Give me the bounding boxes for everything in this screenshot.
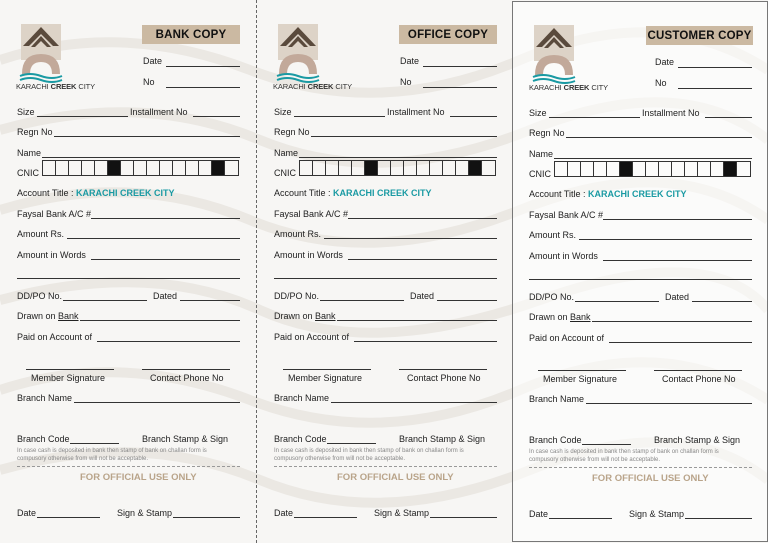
cash-deposit-note: In case cash is deposited in bank then stamp of bank on challan form is compusory otherwise from will not be acceptable. (274, 448, 464, 462)
name-label: Name (274, 148, 299, 158)
branch-name-field[interactable] (331, 402, 497, 403)
regn-no-field[interactable] (311, 136, 497, 137)
size-label: Size (274, 107, 292, 117)
paid-on-account-of-label: Paid on Account of (17, 332, 93, 342)
copy-title-badge: BANK COPY (142, 25, 240, 44)
footer-date-label: Date (529, 509, 549, 519)
branch-name-field[interactable] (586, 403, 752, 404)
installment-no-label: Installment No (130, 107, 188, 117)
contact-phone-label: Contact Phone No (662, 374, 736, 384)
no-field[interactable] (423, 87, 497, 88)
drawn-on-bank-field[interactable] (337, 320, 497, 321)
no-label: No (655, 78, 667, 88)
branch-stamp-sign-label: Branch Stamp & Sign (399, 434, 486, 444)
contact-phone-label: Contact Phone No (150, 373, 224, 383)
account-title: Account Title : KARACHI CREEK CITY (529, 189, 687, 199)
dated-label: Dated (410, 291, 435, 301)
sign-stamp-label: Sign & Stamp (374, 508, 430, 518)
official-divider (529, 467, 752, 468)
regn-no-field[interactable] (54, 136, 240, 137)
sign-stamp-field[interactable] (430, 517, 497, 518)
footer-date-field[interactable] (37, 517, 100, 518)
cnic-label: CNIC (529, 169, 551, 179)
office-copy-panel (256, 0, 512, 543)
amount-in-words-field[interactable] (348, 259, 497, 260)
logo-wordmark: KARACHI CREEK CITY (16, 82, 96, 91)
copy-title-badge: CUSTOMER COPY (646, 26, 753, 45)
amount-rs-field[interactable] (67, 238, 240, 239)
bank-copy-panel (0, 0, 256, 543)
dd-po-no-label: DD/PO No. (529, 292, 575, 302)
branch-stamp-sign-label: Branch Stamp & Sign (654, 435, 741, 445)
branch-name-field[interactable] (74, 402, 240, 403)
amount-rs-label: Amount Rs. (274, 229, 322, 239)
for-official-use-only: FOR OFFICIAL USE ONLY (337, 472, 454, 483)
no-label: No (400, 77, 412, 87)
installment-no-field[interactable] (450, 116, 497, 117)
size-field[interactable] (37, 116, 128, 117)
amount-in-words-label: Amount in Words (17, 250, 86, 260)
cnic-input-boxes[interactable] (299, 160, 496, 176)
amount-in-words-field[interactable] (91, 259, 240, 260)
account-title: Account Title : KARACHI CREEK CITY (274, 188, 432, 198)
amount-rs-field[interactable] (579, 239, 752, 240)
date-label: Date (143, 56, 163, 66)
cnic-input-boxes[interactable] (554, 161, 751, 177)
branch-code-field[interactable] (70, 443, 119, 444)
faysal-bank-ac-field[interactable] (91, 218, 240, 219)
name-label: Name (529, 149, 554, 159)
no-field[interactable] (166, 87, 240, 88)
branch-code-field[interactable] (582, 444, 631, 445)
member-signature-label: Member Signature (288, 373, 363, 383)
dated-field[interactable] (692, 301, 752, 302)
footer-date-field[interactable] (549, 518, 612, 519)
branch-code-label: Branch Code (274, 434, 327, 444)
for-official-use-only: FOR OFFICIAL USE ONLY (80, 472, 197, 483)
size-field[interactable] (294, 116, 385, 117)
name-field[interactable] (554, 158, 752, 159)
date-field[interactable] (423, 66, 497, 67)
dd-po-no-field[interactable] (320, 300, 404, 301)
for-official-use-only: FOR OFFICIAL USE ONLY (592, 473, 709, 484)
dd-po-no-field[interactable] (63, 300, 147, 301)
account-title: Account Title : KARACHI CREEK CITY (17, 188, 175, 198)
name-label: Name (17, 148, 42, 158)
branch-code-field[interactable] (327, 443, 376, 444)
amount-in-words-label: Amount in Words (274, 250, 343, 260)
name-field[interactable] (299, 157, 497, 158)
contact-phone-field[interactable] (142, 369, 230, 370)
cnic-label: CNIC (274, 168, 296, 178)
branch-stamp-sign-label: Branch Stamp & Sign (142, 434, 229, 444)
drawn-on-bank-label: Drawn on Bank (17, 311, 79, 321)
official-divider (17, 466, 240, 467)
amount-rs-field[interactable] (324, 238, 497, 239)
regn-no-field[interactable] (566, 137, 752, 138)
faysal-bank-ac-field[interactable] (603, 219, 752, 220)
installment-no-field[interactable] (193, 116, 240, 117)
size-field[interactable] (549, 117, 640, 118)
no-label: No (143, 77, 155, 87)
copy-title-badge: OFFICE COPY (399, 25, 497, 44)
drawn-on-bank-field[interactable] (80, 320, 240, 321)
dated-label: Dated (153, 291, 178, 301)
paid-on-account-of-label: Paid on Account of (529, 333, 605, 343)
dated-field[interactable] (180, 300, 240, 301)
branch-name-label: Branch Name (17, 393, 73, 403)
official-divider (274, 466, 497, 467)
sign-stamp-field[interactable] (173, 517, 240, 518)
branch-code-label: Branch Code (17, 434, 70, 444)
date-field[interactable] (678, 67, 752, 68)
date-label: Date (400, 56, 420, 66)
name-field[interactable] (42, 157, 240, 158)
dd-po-no-field[interactable] (575, 301, 659, 302)
installment-no-label: Installment No (642, 108, 700, 118)
member-signature-field[interactable] (26, 369, 114, 370)
amount-in-words-field-2[interactable] (274, 278, 497, 279)
regn-no-label: Regn No (274, 127, 310, 137)
date-label: Date (655, 57, 675, 67)
branch-name-label: Branch Name (274, 393, 330, 403)
date-field[interactable] (166, 66, 240, 67)
regn-no-label: Regn No (17, 127, 53, 137)
logo-wordmark: KARACHI CREEK CITY (273, 82, 353, 91)
installment-no-label: Installment No (387, 107, 445, 117)
drawn-on-bank-field[interactable] (592, 321, 752, 322)
drawn-on-bank-label: Drawn on Bank (274, 311, 336, 321)
installment-no-field[interactable] (705, 117, 752, 118)
contact-phone-label: Contact Phone No (407, 373, 481, 383)
faysal-bank-ac-label: Faysal Bank A/C # (529, 210, 604, 220)
cnic-input-boxes[interactable] (42, 160, 239, 176)
amount-in-words-field-2[interactable] (529, 279, 752, 280)
amount-rs-label: Amount Rs. (17, 229, 65, 239)
customer-copy-panel (512, 1, 768, 542)
member-signature-field[interactable] (538, 370, 626, 371)
faysal-bank-ac-label: Faysal Bank A/C # (17, 209, 92, 219)
footer-date-label: Date (274, 508, 294, 518)
amount-in-words-label: Amount in Words (529, 251, 598, 261)
member-signature-label: Member Signature (31, 373, 106, 383)
paid-on-account-of-field[interactable] (609, 342, 752, 343)
amount-rs-label: Amount Rs. (529, 230, 577, 240)
member-signature-label: Member Signature (543, 374, 618, 384)
faysal-bank-ac-field[interactable] (348, 218, 497, 219)
branch-name-label: Branch Name (529, 394, 585, 404)
cash-deposit-note: In case cash is deposited in bank then stamp of bank on challan form is compusory otherwise from will not be acceptable. (529, 449, 719, 463)
sign-stamp-field[interactable] (685, 518, 752, 519)
amount-in-words-field[interactable] (603, 260, 752, 261)
dated-field[interactable] (437, 300, 497, 301)
member-signature-field[interactable] (283, 369, 371, 370)
branch-code-label: Branch Code (529, 435, 582, 445)
paid-on-account-of-field[interactable] (97, 341, 240, 342)
faysal-bank-ac-label: Faysal Bank A/C # (274, 209, 349, 219)
paid-on-account-of-field[interactable] (354, 341, 497, 342)
sign-stamp-label: Sign & Stamp (629, 509, 685, 519)
size-label: Size (529, 108, 547, 118)
logo-wordmark: KARACHI CREEK CITY (529, 83, 609, 92)
sign-stamp-label: Sign & Stamp (117, 508, 173, 518)
dated-label: Dated (665, 292, 690, 302)
dd-po-no-label: DD/PO No. (274, 291, 320, 301)
drawn-on-bank-label: Drawn on Bank (529, 312, 591, 322)
amount-in-words-field-2[interactable] (17, 278, 240, 279)
cash-deposit-note: In case cash is deposited in bank then stamp of bank on challan form is compusory otherwise from will not be acceptable. (17, 448, 207, 462)
regn-no-label: Regn No (529, 128, 565, 138)
footer-date-label: Date (17, 508, 37, 518)
contact-phone-field[interactable] (399, 369, 487, 370)
cnic-label: CNIC (17, 168, 39, 178)
no-field[interactable] (678, 88, 752, 89)
contact-phone-field[interactable] (654, 370, 742, 371)
footer-date-field[interactable] (294, 517, 357, 518)
paid-on-account-of-label: Paid on Account of (274, 332, 350, 342)
dd-po-no-label: DD/PO No. (17, 291, 63, 301)
size-label: Size (17, 107, 35, 117)
